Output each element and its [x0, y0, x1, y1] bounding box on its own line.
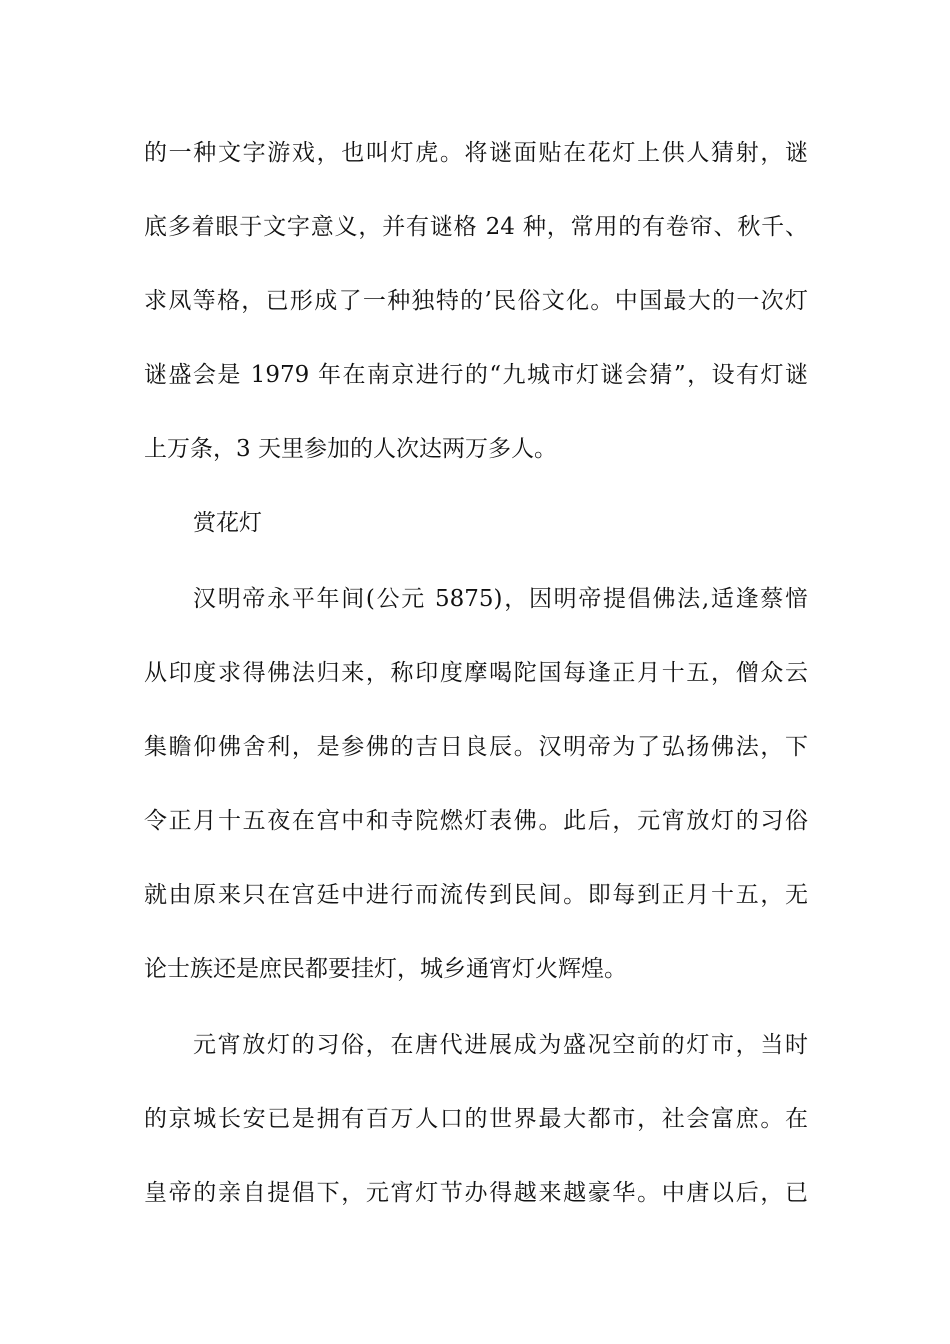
paragraph2-line-6: 论士族还是庶民都要挂灯，城乡通宵灯火辉煌。 — [144, 956, 627, 982]
paragraph1-line-3: 求凤等格，已形成了一种独特的’民俗文化。中国最大的一次灯 — [144, 288, 808, 314]
paragraph3-line-1: 元宵放灯的习俗，在唐代进展成为盛况空前的灯市，当时 — [193, 1032, 808, 1058]
paragraph1-line-1: 的一种文字游戏，也叫灯虎。将谜面贴在花灯上供人猜射，谜 — [144, 140, 808, 166]
paragraph2-line-4: 令正月十五夜在宫中和寺院燃灯表佛。此后，元宵放灯的习俗 — [144, 808, 808, 834]
paragraph2-line-3: 集瞻仰佛舍利，是参佛的吉日良辰。汉明帝为了弘扬佛法，下 — [144, 734, 808, 760]
paragraph1-line-4: 谜盛会是 1979 年在南京进行的“九城市灯谜会猜”，设有灯谜 — [144, 362, 808, 388]
paragraph1-line-2: 底多着眼于文字意义，并有谜格 24 种，常用的有卷帘、秋千、 — [144, 214, 808, 240]
section-heading: 赏花灯 — [193, 510, 262, 536]
paragraph2-line-1: 汉明帝永平年间(公元 5875)，因明帝提倡佛法,适逢蔡愔 — [193, 586, 808, 612]
paragraph2-line-2: 从印度求得佛法归来，称印度摩喝陀国每逢正月十五，僧众云 — [144, 660, 808, 686]
paragraph3-line-3: 皇帝的亲自提倡下，元宵灯节办得越来越豪华。中唐以后，已 — [144, 1180, 808, 1206]
paragraph3-line-2: 的京城长安已是拥有百万人口的世界最大都市，社会富庶。在 — [144, 1106, 808, 1132]
paragraph1-line-5: 上万条，3 天里参加的人次达两万多人。 — [144, 436, 557, 462]
paragraph2-line-5: 就由原来只在宫廷中进行而流传到民间。即每到正月十五，无 — [144, 882, 808, 908]
